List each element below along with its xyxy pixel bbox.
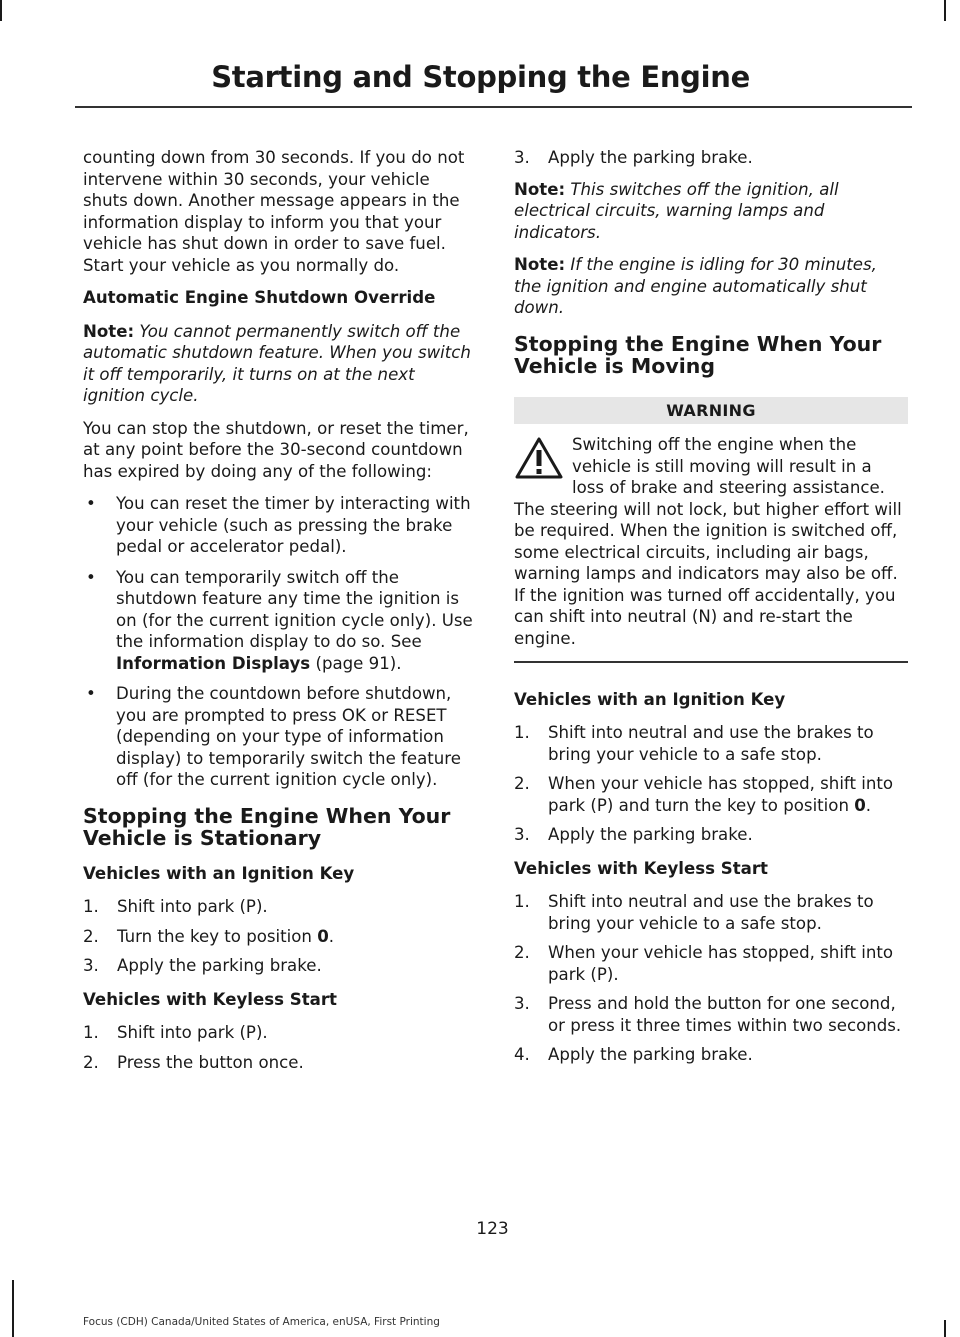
override-note	[83, 321, 478, 407]
list-item	[514, 147, 908, 169]
step-text: Press the button once.	[117, 1052, 304, 1072]
step-text: Shift into neutral and use the brakes to bring your vehicle to a safe stop.	[548, 892, 874, 933]
bullet-text: You can reset the timer by interacting with your vehicle (such as pressing the brake pedal or accelerator pedal).	[116, 494, 471, 556]
keyless-start-steps-continued	[514, 147, 908, 169]
keyless-start-steps	[514, 891, 908, 1066]
list-item	[514, 993, 908, 1036]
intro-paragraph: counting down from 30 seconds. If you do not intervene within 30 seconds, your vehicle shuts down. Another message appears in the information display to inform you that your vehicle has shut down in order to save fuel. Start your vehicle as you normally do.	[83, 148, 465, 275]
bullet-text: During the countdown before shutdown, you are prompted to press OK or RESET (depending on your type of information display) to temporarily switch the feature off (for the current ignition cycle only).	[116, 684, 461, 789]
step-text: Apply the parking brake.	[548, 825, 753, 844]
note-label: Note:	[514, 255, 566, 274]
step-number: 1.	[83, 897, 99, 916]
list-item	[83, 1022, 478, 1044]
list-item	[83, 567, 478, 675]
bullet-text: You can temporarily switch off the shutdown feature any time the ignition is on (for the current ignition cycle only). Use the information display to do so. See	[116, 567, 473, 651]
step-text: Apply the parking brake.	[548, 1045, 753, 1064]
bullet-icon: •	[86, 684, 96, 703]
note-text: This switches off the ignition, all electrical circuits, warning lamps and indicators.	[514, 179, 839, 242]
list-item	[83, 1052, 478, 1074]
warning-box	[514, 397, 908, 663]
step-number: 3.	[514, 148, 530, 167]
step-number: 2.	[83, 926, 99, 946]
key-position: 0	[854, 795, 866, 815]
note-label: Note:	[514, 179, 566, 199]
step-text: Press and hold the button for one second, or press it three times within two seconds.	[548, 994, 902, 1035]
step-text: When your vehicle has stopped, shift into park (P).	[548, 943, 894, 984]
crop-mark	[944, 0, 946, 21]
moving-heading: Stopping the Engine When Your Vehicle is Moving	[514, 331, 882, 378]
list-item	[83, 955, 478, 977]
note-text: You cannot permanently switch off the automatic shutdown feature. When you switch it off temporarily, it turns on at the next ignition cycle.	[83, 321, 471, 405]
footer-text: Focus (CDH) Canada/United States of America, enUSA, First Printing	[83, 1316, 440, 1328]
list-item	[514, 773, 908, 816]
key-position: 0	[317, 926, 329, 946]
keyless-start-heading: Vehicles with Keyless Start	[83, 989, 337, 1009]
step-number: 2.	[514, 943, 530, 962]
crop-mark	[0, 0, 2, 21]
step-number: 1.	[514, 723, 530, 742]
list-item	[514, 824, 908, 846]
step-text-end: .	[865, 795, 872, 815]
step-text: Apply the parking brake.	[548, 148, 753, 167]
list-item	[83, 926, 478, 948]
ignition-key-heading: Vehicles with an Ignition Key	[83, 863, 355, 883]
step-number: 1.	[514, 892, 530, 911]
right-column	[514, 147, 908, 1078]
cross-reference-link[interactable]: Information Displays	[116, 653, 311, 673]
header-divider	[75, 106, 912, 108]
page-title: Starting and Stopping the Engine	[211, 60, 750, 94]
step-text: Apply the parking brake.	[117, 956, 322, 975]
list-item	[83, 683, 478, 791]
warning-label: WARNING	[514, 397, 908, 425]
override-heading: Automatic Engine Shutdown Override	[83, 288, 436, 307]
list-item	[83, 493, 478, 558]
step-number: 2.	[514, 774, 530, 793]
override-options-list	[83, 493, 478, 791]
keyless-start-steps	[83, 1022, 478, 1073]
step-text: When your vehicle has stopped, shift into park (P) and turn the key to position	[548, 774, 894, 815]
list-item	[514, 1044, 908, 1066]
override-paragraph: You can stop the shutdown, or reset the timer, at any point before the 30-second countdown has expired by doing any of the following:	[83, 418, 469, 481]
ignition-key-heading: Vehicles with an Ignition Key	[514, 689, 786, 709]
step-text: Turn the key to position	[117, 926, 312, 946]
step-text: Shift into neutral and use the brakes to bring your vehicle to a safe stop.	[548, 723, 874, 764]
left-column	[83, 147, 478, 1085]
bullet-icon: •	[86, 567, 96, 587]
list-item	[514, 942, 908, 985]
step-text: Shift into park (P).	[117, 1023, 268, 1042]
warning-divider	[514, 661, 908, 663]
step-number: 2.	[83, 1052, 99, 1072]
step-number: 3.	[514, 994, 530, 1013]
ignition-key-steps	[83, 896, 478, 977]
bullet-icon: •	[86, 494, 96, 513]
step-number: 3.	[83, 956, 99, 975]
note-text: If the engine is idling for 30 minutes, the ignition and engine automatically shut down.	[514, 255, 877, 317]
ignition-off-note	[514, 179, 908, 244]
list-item	[514, 891, 908, 934]
step-number: 4.	[514, 1045, 530, 1064]
idle-shutdown-note	[514, 254, 908, 319]
list-item	[514, 722, 908, 765]
list-item	[83, 896, 478, 918]
warning-triangle-icon	[514, 436, 564, 480]
page-reference: (page 91).	[315, 653, 402, 673]
step-text: Shift into park (P).	[117, 897, 268, 916]
step-number: 3.	[514, 825, 530, 844]
stationary-heading: Stopping the Engine When Your Vehicle is Stationary	[83, 803, 451, 850]
step-text-end: .	[328, 926, 335, 946]
crop-mark	[12, 1280, 14, 1337]
ignition-key-steps	[514, 722, 908, 846]
page-number: 123	[476, 1219, 509, 1239]
step-number: 1.	[83, 1023, 99, 1042]
warning-text: Switching off the engine when the vehicle is still moving will result in a loss of brake and steering assistance. The steering will not lock, but higher effort will be required. When the ignition is switched off, some electrical circuits, including air bags, warning lamps and indicators may also be off. If the ignition was turned off accidentally, you can shift into neutral (N) and re-start the engine.	[514, 435, 902, 648]
note-label: Note:	[83, 321, 135, 341]
keyless-start-heading: Vehicles with Keyless Start	[514, 858, 768, 878]
crop-mark	[944, 1320, 946, 1337]
